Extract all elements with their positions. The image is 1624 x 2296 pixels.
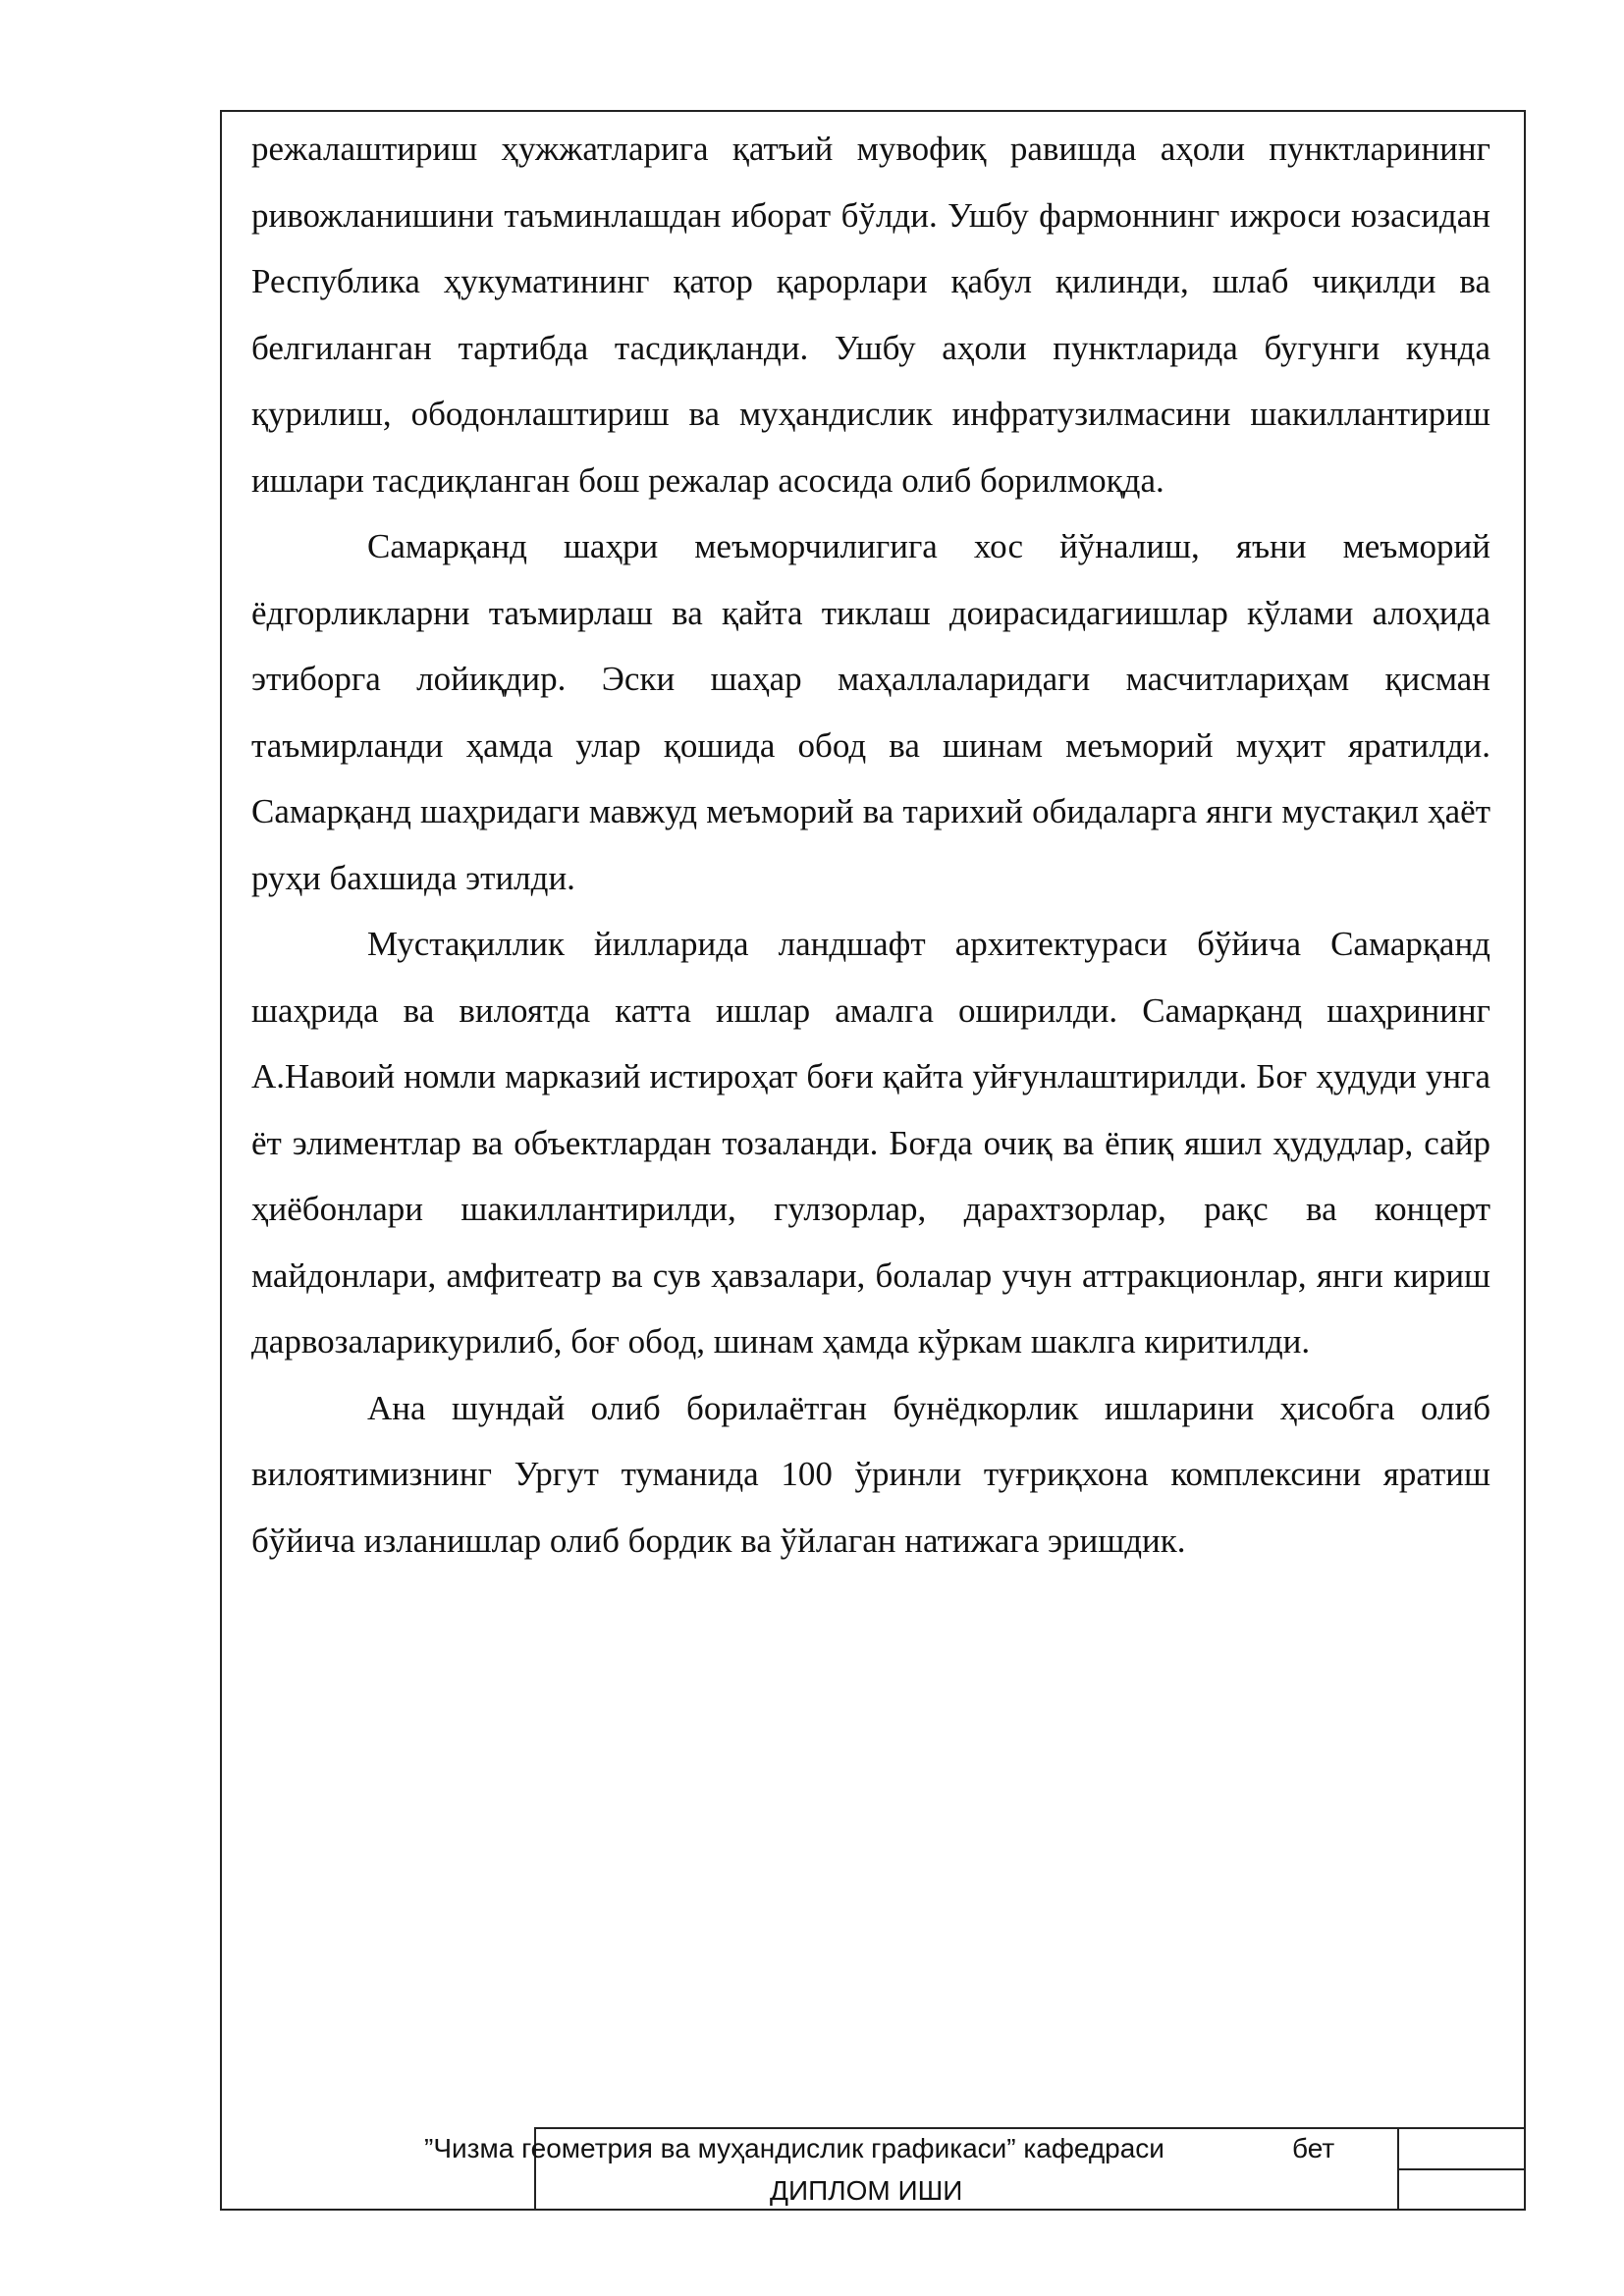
work-title: ДИПЛОМ ИШИ	[770, 2175, 963, 2206]
page-label: бет	[1292, 2133, 1335, 2163]
paragraph-2: Самарқанд шаҳри меъморчилигига хос йўналиш, яъни меъморий ёдгорликларни таъмирлаш ва қайта тиклаш доирасидагиишлар кўлами алоҳида этиборга лойиқдир. Эски шаҳар маҳаллаларидаги масчитлариҳам қисман таъмирланди ҳамда улар қошида обод ва шинам меъморий муҳит яратилди. Самарқанд шаҳридаги мавжуд меъморий ва тарихий обидаларга янги мустақил ҳаёт руҳи бахшида этилди.	[251, 527, 1490, 897]
paragraph-4: Ана шундай олиб борилаётган бунёдкорлик ишларини ҳисобга олиб вилоятимизнинг Ургут туманида 100 ўринли туғриқхона комплексини яратиш бўйича изланишлар олиб бордик ва ўйлаган натижага эришдик.	[251, 1388, 1490, 1560]
paragraph-3: Мустақиллик йилларида ландшафт архитектураси бўйича Самарқанд шаҳрида ва вилоятда катта ишлар амалга оширилди. Самарқанд шаҳрининг А.Навоий номли марказий истироҳат боғи қайта уйғунлаштирилди. Боғ ҳудуди унга ёт элиментлар ва объектлардан тозаланди. Боғда очиқ ва ёпиқ яшил ҳудудлар, сайр ҳиёбонлари шакиллантирилди, гулзорлар, дарахтзорлар, рақс ва концерт майдонлари, амфитеатр ва сув ҳавзалари, болалар учун аттракционлар, янги кириш дарвозаларикурилиб, боғ обод, шинам ҳамда кўркам шаклга киритилди.	[251, 925, 1490, 1361]
department-name: ”Чизма геометрия ва муҳандислик графикаси” кафедраси	[424, 2133, 1164, 2163]
document-body	[251, 116, 1490, 1574]
page-number-cell	[1399, 2170, 1524, 2209]
paragraph-1: режалаштириш ҳужжатларига қатъий мувофиқ равишда аҳоли пунктларининг ривожланишини таъминлашдан иборат бўлди. Ушбу фармоннинг ижроси юзасидан Республика ҳукуматининг қатор қарорлари қабул қилинди, шлаб чиқилди ва белгиланган тартибда тасдиқланди. Ушбу аҳоли пунктларида бугунги кунда қурилиш, ободонлаштириш ва муҳандислик инфратузилмасини шакиллантириш ишлари тасдиқланган бош режалар асосида олиб борилмоқда.	[251, 130, 1490, 500]
title-block-top-border	[534, 2127, 1526, 2129]
